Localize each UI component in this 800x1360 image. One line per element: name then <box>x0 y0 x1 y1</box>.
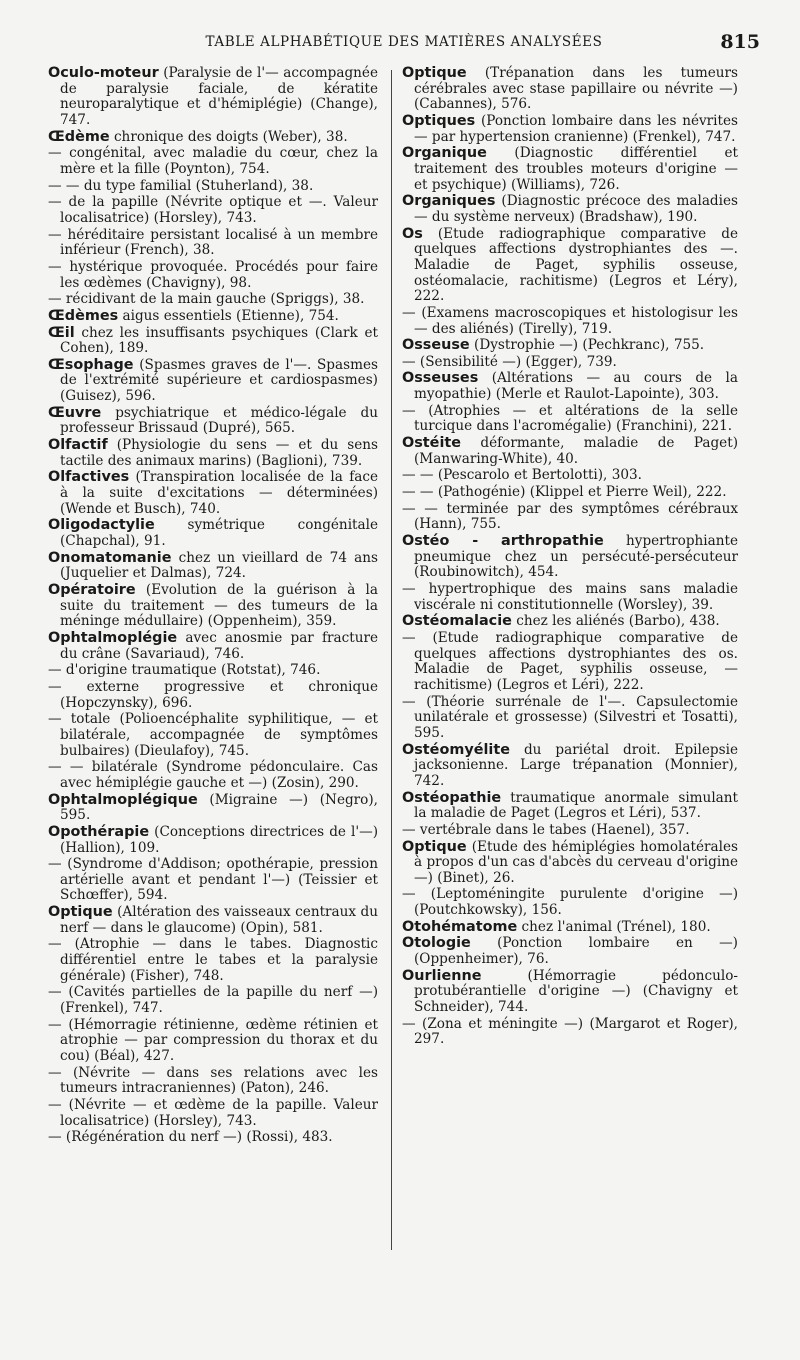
entry-headword: Ostéo - arthropathie <box>402 533 604 550</box>
index-entry <box>48 146 378 177</box>
index-entry <box>48 937 378 984</box>
entry-text: (Paralysie de l'— accompagnée de paralysie faciale, de kératite neuroparalytique et d'hémiplégie) (Change), 747. <box>60 65 378 128</box>
index-entry <box>48 326 378 357</box>
column-divider <box>391 70 392 1250</box>
entry-text: (Physiologie du sens — et du sens tactile des animaux marins) (Baglioni), 739. <box>60 437 378 469</box>
entry-text: — (Cavités partielles de la papille du nerf —) (Frenkel), 747. <box>48 984 378 1017</box>
entry-headword: Olfactif <box>48 437 108 454</box>
running-header <box>48 31 760 58</box>
entry-text: — récidivant de la main gauche (Spriggs), 38. <box>48 291 365 308</box>
entry-text: (Ponction lombaire en —) (Oppenheimer), 76. <box>414 935 738 968</box>
entry-text: — (Examens macroscopiques et histologisur les — des aliénés) (Tirelly), 719. <box>402 304 738 337</box>
entry-text: — — du type familial (Stuherland), 38. <box>48 177 314 194</box>
entry-headword: Optiques <box>402 112 476 129</box>
entry-headword: Optique <box>402 65 467 81</box>
right-column <box>402 66 738 1049</box>
index-entry <box>48 309 378 325</box>
index-entry <box>48 985 378 1016</box>
entry-text: chez les aliénés (Barbo), 438. <box>511 613 720 630</box>
entry-headword: Œil <box>48 324 75 341</box>
entry-text: aigus essentiels (Etienne), 754. <box>118 307 339 324</box>
entry-headword: Optique <box>48 904 113 921</box>
entry-text: (Migraine —) (Negro), 595. <box>60 791 378 824</box>
entry-text: — de la papille (Névrite optique et —. Valeur localisatrice) (Horsley), 743. <box>48 194 378 226</box>
index-entry <box>402 502 738 533</box>
entry-text: (Trépanation dans les tumeurs cérébrales avec stase papillaire ou névrite —) (Cabannes), 576. <box>414 65 738 113</box>
entry-text: — héréditaire persistant localisé à un membre inférieur (French), 38. <box>48 226 378 259</box>
entry-text: — (Hémorragie rétinienne, œdème rétinien et atrophie — par compression du thorax et du cou) (Béal), 427. <box>48 1016 378 1065</box>
entry-text: — congénital, avec maladie du cœur, chez la mère et la fille (Poynton), 754. <box>48 145 378 177</box>
entry-headword: Ostéopathie <box>402 789 502 806</box>
index-entry <box>48 228 378 259</box>
index-entry <box>48 583 378 630</box>
index-entry <box>48 1066 378 1097</box>
index-entry <box>402 371 738 402</box>
entry-text: — — bilatérale (Syndrome pédonculaire. Cas avec hémiplégie gauche et —) (Zosin), 290. <box>48 759 378 791</box>
index-entry <box>402 306 738 337</box>
entry-text: — hystérique provoquée. Procédés pour faire les œdèmes (Chavigny), 98. <box>48 258 378 291</box>
index-entry <box>402 146 738 193</box>
entry-text: (Conceptions directrices de l'—) (Hallion), 109. <box>60 823 378 856</box>
left-column <box>48 66 378 1147</box>
entry-text: — (Leptoméningite purulente d'origine —) (Poutchkowsky), 156. <box>402 886 738 919</box>
entry-text: (Spasmes graves de l'—. Spasmes de l'extrémité supérieure et cardiospasmes) (Guisez), 596. <box>60 356 378 405</box>
index-entry <box>402 582 738 613</box>
entry-headword: Opératoire <box>48 582 136 598</box>
index-entry <box>48 518 378 549</box>
entry-headword: Ostéomalacie <box>402 613 512 630</box>
entry-text: chez un vieillard de 74 ans (Juquelier et Dalmas), 724. <box>60 549 378 582</box>
entry-headword: Os <box>402 225 423 242</box>
index-entry <box>48 406 378 437</box>
entry-text: — hypertrophique des mains sans maladie viscérale ni constitutionnelle (Worsley), 39. <box>402 581 738 613</box>
entry-text: (Diagnostic précoce des maladies— du système nerveux) (Bradshaw), 190. <box>414 193 738 225</box>
index-entry <box>402 920 738 936</box>
entry-text: chronique des doigts (Weber), 38. <box>109 128 348 145</box>
index-entry <box>402 114 738 145</box>
index-entry <box>48 179 378 195</box>
index-entry <box>402 936 738 967</box>
index-entry <box>48 825 378 856</box>
entry-text: — (Atrophie — dans le tabes. Diagnostic différentiel entre le tabes et la paralysie générale) (Fisher), 748. <box>48 936 378 984</box>
entry-text: psychiatrique et médico-légale du professeur Brissaud (Dupré), 565. <box>60 404 378 437</box>
index-entry <box>48 680 378 711</box>
entry-text: — — (Pescarolo et Bertolotti), 303. <box>402 467 642 484</box>
entry-headword: Ostéomyélite <box>402 741 510 758</box>
header-title: TABLE ALPHABÉTIQUE DES MATIÈRES ANALYSÉES <box>205 34 603 50</box>
entry-text: (Etude des hémiplégies homolatérales à propos d'un cas d'abcès du cerveau d'origine —) (Binet), 26. <box>414 838 738 886</box>
index-entry <box>402 355 738 371</box>
entry-text: avec anosmie par fracture du crâne (Savariaud), 746. <box>60 629 378 662</box>
entry-headword: Œdèmes <box>48 307 119 324</box>
entry-text: — totale (Polioencéphalite syphilitique, — et bilatérale, accompagnée de symptômes bulbaires) (Dieulafoy), 745. <box>48 711 378 759</box>
entry-headword: Organiques <box>402 193 496 210</box>
entry-headword: Ourlienne <box>402 967 482 984</box>
entry-text: traumatique anormale simulant la maladie de Paget (Legros et Léri), 537. <box>414 789 738 822</box>
entry-text: — (Théorie surrénale de l'—. Capsulectomie unilatérale et grossesse) (Silvestri et Tosatti), 595. <box>402 693 738 741</box>
entry-text: — (Régénération du nerf —) (Rossi), 483. <box>48 1129 333 1146</box>
entry-text: du pariétal droit. Epilepsie jacksonienne. Large trépanation (Monnier), 742. <box>414 741 738 789</box>
index-entry <box>402 485 738 501</box>
index-entry <box>402 227 738 305</box>
entry-headword: Osseuses <box>402 370 479 387</box>
index-entry <box>402 534 738 581</box>
entry-headword: Organique <box>402 145 487 162</box>
index-entry <box>402 66 738 113</box>
entry-text: — vertébrale dans le tabes (Haenel), 357. <box>402 821 690 838</box>
entry-headword: Œuvre <box>48 404 102 421</box>
entry-text: symétrique congénitale (Chapchal), 91. <box>60 517 378 550</box>
entry-headword: Otohématome <box>402 918 518 935</box>
index-entry <box>48 760 378 791</box>
index-entry <box>402 631 738 694</box>
entry-headword: Olfactives <box>48 469 130 486</box>
entry-text: — (Névrite — et œdème de la papille. Valeur localisatrice) (Horsley), 743. <box>48 1097 378 1129</box>
index-entry <box>48 631 378 662</box>
index-entry <box>402 823 738 839</box>
entry-text: chez les insuffisants psychiques (Clark et Cohen), 189. <box>60 324 378 357</box>
entry-text: — d'origine traumatique (Rotstat), 746. <box>48 662 321 679</box>
entry-headword: Onomatomanie <box>48 549 172 566</box>
entry-text: (Ponction lombaire dans les névrites — par hypertension cranienne) (Frenkel), 747. <box>414 112 738 145</box>
index-entry <box>48 1130 378 1146</box>
index-entry <box>402 404 738 435</box>
index-entry <box>48 551 378 582</box>
index-entry <box>48 712 378 759</box>
index-entry <box>402 1017 738 1048</box>
index-entry <box>48 195 378 226</box>
entry-headword: Oculo-moteur <box>48 65 159 81</box>
index-entry <box>48 793 378 824</box>
index-entry <box>402 436 738 467</box>
entry-headword: Ostéite <box>402 435 462 452</box>
entry-text: — (Névrite — dans ses relations avec les tumeurs intracraniennes) (Paton), 246. <box>48 1064 378 1097</box>
index-entry <box>402 743 738 790</box>
entry-text: — (Syndrome d'Addison; opothérapie, pression artérielle avant et pendant l'—) (Teissier et Schœffer), 594. <box>48 856 378 904</box>
entry-text: (Evolution de la guérison à la suite du traitement — des tumeurs de la méninge médullaire) (Oppenheim), 359. <box>60 582 378 630</box>
page-number: 815 <box>720 31 760 53</box>
entry-text: — (Sensibilité —) (Egger), 739. <box>402 353 617 370</box>
entry-text: — (Atrophies — et altérations de la selle turcique dans l'acromégalie) (Franchini), 221. <box>402 402 738 435</box>
entry-text: — (Etude radiographique comparative de quelques affections dystrophiantes des os. Maladie de Paget, syphilis osseuse, — rachitisme) (Legros et Léri), 222. <box>402 629 738 693</box>
index-entry <box>402 338 738 354</box>
index-entry <box>48 292 378 308</box>
entry-text: (Etude radiographique comparative de quelques affections dystrophiantes des —. Maladie de Paget, syphilis osseuse, ostéomalacie, rachitisme) (Legros et Léry), 222. <box>414 225 738 305</box>
entry-text: (Dystrophie —) (Pechkranc), 755. <box>469 337 705 354</box>
entry-text: (Transpiration localisée de la face à la suite d'excitations — déterminées) (Wende et Busch), 740. <box>60 469 378 517</box>
entry-headword: Osseuse <box>402 337 470 354</box>
index-entry <box>48 663 378 679</box>
entry-headword: Oligodactylie <box>48 517 155 534</box>
index-entry <box>48 857 378 904</box>
entry-text: (Altérations — au cours de la myopathie) (Merle et Raulot-Lapointe), 303. <box>414 370 738 403</box>
index-entry <box>48 66 378 129</box>
index-entry <box>48 470 378 517</box>
index-entry <box>402 969 738 1016</box>
entry-text: (Altération des vaisseaux centraux du nerf — dans le glaucome) (Opin), 581. <box>60 904 378 936</box>
index-entry <box>402 840 738 887</box>
entry-text: — externe progressive et chronique (Hopczynsky), 696. <box>48 678 378 711</box>
index-entry <box>48 1018 378 1065</box>
entry-text: (Hémorragie pédonculo-protubérantielle d'origine —) (Chavigny et Schneider), 744. <box>414 967 738 1016</box>
index-entry <box>48 438 378 469</box>
entry-text: chez l'animal (Trénel), 180. <box>517 918 711 935</box>
entry-headword: Œsophage <box>48 356 134 373</box>
index-entry <box>48 1098 378 1129</box>
entry-headword: Optique <box>402 838 467 855</box>
entry-headword: Otologie <box>402 935 471 952</box>
index-entry <box>48 130 378 146</box>
entry-headword: Ophtalmoplégie <box>48 629 178 646</box>
entry-text: — (Zona et méningite —) (Margarot et Roger), 297. <box>402 1015 738 1048</box>
index-entry <box>48 905 378 936</box>
index-entry <box>402 468 738 484</box>
index-entry <box>402 791 738 822</box>
entry-text: (Diagnostic différentiel et traitement des troubles moteurs d'origine — et psychique) (Williams), 726. <box>414 145 738 193</box>
entry-text: déformante, maladie de Paget) (Manwaring-White), 40. <box>414 435 738 467</box>
index-entry <box>402 614 738 630</box>
index-entry <box>48 358 378 405</box>
entry-headword: Œdème <box>48 128 110 145</box>
index-entry <box>402 695 738 742</box>
index-entry <box>48 260 378 291</box>
entry-text: — — terminée par des symptômes cérébraux (Hann), 755. <box>402 500 738 533</box>
entry-headword: Ophtalmoplégique <box>48 791 198 808</box>
entry-text: — — (Pathogénie) (Klippel et Pierre Weil), 222. <box>402 484 727 501</box>
index-entry <box>402 887 738 918</box>
entry-text: hypertrophiante pneumique chez un persécuté-persécuteur (Roubinowitch), 454. <box>414 533 738 581</box>
index-entry <box>402 194 738 225</box>
entry-headword: Opothérapie <box>48 823 150 840</box>
